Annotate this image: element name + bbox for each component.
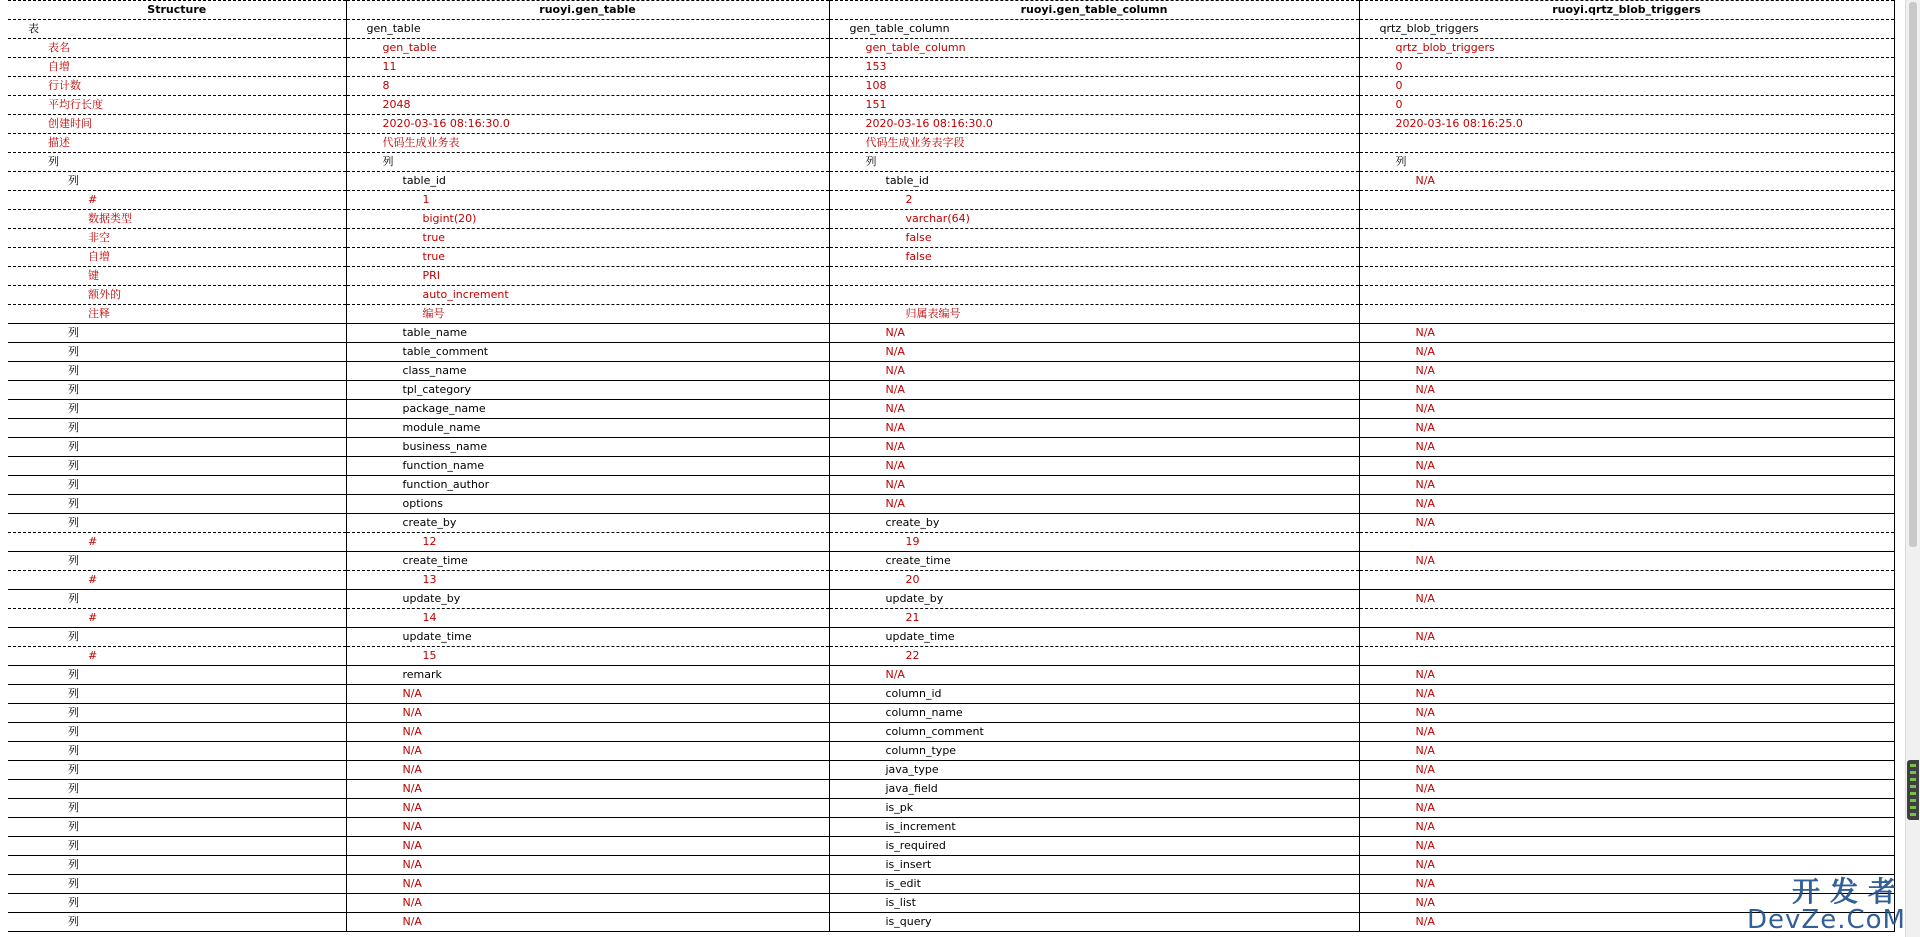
table-row (8, 590, 1894, 609)
table-cell-1: gen_table (346, 39, 829, 58)
table-cell-3: N/A (1359, 685, 1894, 704)
structure-label: 表名 (8, 39, 346, 58)
table-cell-1: options (346, 495, 829, 514)
table-row (8, 533, 1894, 552)
table-cell-2: is_required (829, 837, 1359, 856)
table-cell-2: column_comment (829, 723, 1359, 742)
structure-label: 列 (8, 476, 346, 495)
watermark-main: 开发者 (1791, 875, 1906, 908)
table-cell-1: 8 (346, 77, 829, 96)
table-cell-1: 编号 (346, 305, 829, 324)
table-cell-3: N/A (1359, 324, 1894, 343)
table-row (8, 856, 1894, 875)
structure-label: 列 (8, 837, 346, 856)
table-cell-1: update_by (346, 590, 829, 609)
table-cell-3: 列 (1359, 153, 1894, 172)
table-cell-3 (1359, 647, 1894, 666)
table-cell-2: 21 (829, 609, 1359, 628)
table-cell-3: N/A (1359, 666, 1894, 685)
table-cell-1: N/A (346, 875, 829, 894)
table-row (8, 39, 1894, 58)
structure-label: 列 (8, 419, 346, 438)
table-row (8, 457, 1894, 476)
table-cell-1: N/A (346, 685, 829, 704)
table-row (8, 875, 1894, 894)
table-row (8, 628, 1894, 647)
table-cell-2: gen_table_column (829, 39, 1359, 58)
header-table-3: ruoyi.qrtz_blob_triggers (1359, 1, 1894, 20)
table-cell-3: N/A (1359, 742, 1894, 761)
table-cell-3: N/A (1359, 172, 1894, 191)
structure-label: 列 (8, 799, 346, 818)
table-row (8, 153, 1894, 172)
table-cell-1: true (346, 248, 829, 267)
table-cell-3 (1359, 229, 1894, 248)
table-row (8, 77, 1894, 96)
structure-label: 列 (8, 438, 346, 457)
table-cell-3: N/A (1359, 780, 1894, 799)
structure-label: 列 (8, 742, 346, 761)
table-cell-1: create_time (346, 552, 829, 571)
table-cell-1: class_name (346, 362, 829, 381)
structure-label: 列 (8, 875, 346, 894)
table-cell-3: N/A (1359, 704, 1894, 723)
structure-label: # (8, 571, 346, 590)
table-row (8, 248, 1894, 267)
header-table-1: ruoyi.gen_table (346, 1, 829, 20)
structure-label: 自增 (8, 58, 346, 77)
table-cell-2: 108 (829, 77, 1359, 96)
table-cell-2: is_pk (829, 799, 1359, 818)
table-cell-1: table_id (346, 172, 829, 191)
table-cell-2: column_type (829, 742, 1359, 761)
table-row (8, 362, 1894, 381)
table-cell-1: gen_table (346, 20, 829, 39)
table-row (8, 742, 1894, 761)
table-cell-3: 0 (1359, 96, 1894, 115)
table-cell-3: N/A (1359, 457, 1894, 476)
structure-label: # (8, 609, 346, 628)
table-cell-1: 12 (346, 533, 829, 552)
table-cell-2: column_name (829, 704, 1359, 723)
table-row (8, 343, 1894, 362)
table-cell-2: 20 (829, 571, 1359, 590)
table-cell-1: 2048 (346, 96, 829, 115)
structure-label: 列 (8, 324, 346, 343)
table-row (8, 818, 1894, 837)
table-cell-3: 2020-03-16 08:16:25.0 (1359, 115, 1894, 134)
structure-label: 列 (8, 153, 346, 172)
structure-label: 列 (8, 666, 346, 685)
table-row (8, 96, 1894, 115)
structure-label: 键 (8, 267, 346, 286)
table-cell-2: 2020-03-16 08:16:30.0 (829, 115, 1359, 134)
table-cell-1: true (346, 229, 829, 248)
table-row (8, 799, 1894, 818)
table-cell-3: N/A (1359, 343, 1894, 362)
table-row (8, 894, 1894, 913)
table-row (8, 647, 1894, 666)
table-cell-3: N/A (1359, 590, 1894, 609)
table-cell-3: N/A (1359, 419, 1894, 438)
table-cell-2: 19 (829, 533, 1359, 552)
table-cell-1: N/A (346, 837, 829, 856)
table-cell-2: is_edit (829, 875, 1359, 894)
table-cell-2: N/A (829, 362, 1359, 381)
table-cell-2: create_time (829, 552, 1359, 571)
header-structure: Structure (8, 1, 346, 20)
table-cell-1: 14 (346, 609, 829, 628)
structure-label: 注释 (8, 305, 346, 324)
table-row (8, 552, 1894, 571)
table-cell-1: N/A (346, 894, 829, 913)
structure-label: 列 (8, 400, 346, 419)
table-cell-2 (829, 267, 1359, 286)
table-row (8, 514, 1894, 533)
table-row (8, 134, 1894, 153)
table-cell-3: N/A (1359, 381, 1894, 400)
table-cell-3: N/A (1359, 552, 1894, 571)
table-cell-3: N/A (1359, 818, 1894, 837)
table-cell-1: table_comment (346, 343, 829, 362)
structure-label: 列 (8, 913, 346, 932)
structure-label: 列 (8, 495, 346, 514)
structure-label: 行计数 (8, 77, 346, 96)
table-cell-2: update_time (829, 628, 1359, 647)
table-cell-1: 代码生成业务表 (346, 134, 829, 153)
table-row (8, 761, 1894, 780)
table-cell-2: N/A (829, 381, 1359, 400)
structure-label: 列 (8, 894, 346, 913)
table-cell-3: qrtz_blob_triggers (1359, 39, 1894, 58)
table-cell-1: N/A (346, 723, 829, 742)
structure-label: # (8, 647, 346, 666)
structure-label: 列 (8, 552, 346, 571)
table-cell-2: false (829, 248, 1359, 267)
table-cell-3: 0 (1359, 58, 1894, 77)
table-cell-2: column_id (829, 685, 1359, 704)
table-cell-2: table_id (829, 172, 1359, 191)
table-cell-2: is_list (829, 894, 1359, 913)
table-row (8, 723, 1894, 742)
table-cell-3 (1359, 191, 1894, 210)
scrollbar-thumb[interactable] (1909, 2, 1917, 547)
structure-label: 列 (8, 362, 346, 381)
table-cell-2 (829, 286, 1359, 305)
structure-label: 列 (8, 343, 346, 362)
table-cell-3: N/A (1359, 495, 1894, 514)
structure-label: 列 (8, 761, 346, 780)
table-cell-2: 2 (829, 191, 1359, 210)
structure-label: 列 (8, 628, 346, 647)
structure-label: 列 (8, 685, 346, 704)
table-cell-2: update_by (829, 590, 1359, 609)
table-cell-3: N/A (1359, 761, 1894, 780)
table-cell-2: N/A (829, 476, 1359, 495)
table-cell-3: 0 (1359, 77, 1894, 96)
table-cell-1: N/A (346, 742, 829, 761)
table-cell-2: gen_table_column (829, 20, 1359, 39)
table-row (8, 685, 1894, 704)
table-cell-3: N/A (1359, 837, 1894, 856)
table-cell-3: N/A (1359, 723, 1894, 742)
structure-label: 数据类型 (8, 210, 346, 229)
table-cell-1: business_name (346, 438, 829, 457)
table-cell-3: N/A (1359, 856, 1894, 875)
table-cell-2: false (829, 229, 1359, 248)
structure-label: 列 (8, 704, 346, 723)
table-cell-1: N/A (346, 761, 829, 780)
table-cell-1: function_author (346, 476, 829, 495)
table-cell-3: qrtz_blob_triggers (1359, 20, 1894, 39)
table-row (8, 286, 1894, 305)
table-cell-3: N/A (1359, 799, 1894, 818)
table-row (8, 20, 1894, 39)
table-cell-2: N/A (829, 666, 1359, 685)
table-row (8, 666, 1894, 685)
header-table-2: ruoyi.gen_table_column (829, 1, 1359, 20)
table-row (8, 324, 1894, 343)
table-row (8, 571, 1894, 590)
table-cell-1: 15 (346, 647, 829, 666)
table-cell-2: is_increment (829, 818, 1359, 837)
structure-label: 自增 (8, 248, 346, 267)
table-cell-2: 153 (829, 58, 1359, 77)
table-cell-2: N/A (829, 324, 1359, 343)
table-cell-1: N/A (346, 704, 829, 723)
table-cell-3 (1359, 305, 1894, 324)
table-cell-3: N/A (1359, 362, 1894, 381)
table-cell-2: 列 (829, 153, 1359, 172)
structure-label: 列 (8, 780, 346, 799)
structure-label: 列 (8, 856, 346, 875)
table-cell-3: N/A (1359, 438, 1894, 457)
table-cell-1: N/A (346, 818, 829, 837)
table-cell-1: remark (346, 666, 829, 685)
table-row (8, 381, 1894, 400)
table-cell-3 (1359, 248, 1894, 267)
structure-label: 非空 (8, 229, 346, 248)
table-row (8, 495, 1894, 514)
table-cell-1: 2020-03-16 08:16:30.0 (346, 115, 829, 134)
table-cell-1: 11 (346, 58, 829, 77)
table-cell-2: create_by (829, 514, 1359, 533)
structure-label: 表 (8, 20, 346, 39)
table-cell-3 (1359, 267, 1894, 286)
table-row (8, 476, 1894, 495)
structure-label: 列 (8, 172, 346, 191)
table-cell-2: N/A (829, 419, 1359, 438)
table-cell-1: N/A (346, 913, 829, 932)
table-row (8, 780, 1894, 799)
watermark-sub: DevZe.CoM (1747, 905, 1906, 935)
structure-label: 列 (8, 514, 346, 533)
table-cell-2: 归属表编号 (829, 305, 1359, 324)
table-cell-1: function_name (346, 457, 829, 476)
table-row (8, 267, 1894, 286)
table-cell-1: 列 (346, 153, 829, 172)
table-cell-3: N/A (1359, 514, 1894, 533)
table-cell-3 (1359, 571, 1894, 590)
table-row (8, 172, 1894, 191)
table-cell-1: 1 (346, 191, 829, 210)
table-cell-1: N/A (346, 799, 829, 818)
structure-label: 平均行长度 (8, 96, 346, 115)
table-row (8, 305, 1894, 324)
table-row (8, 438, 1894, 457)
table-cell-2: is_query (829, 913, 1359, 932)
table-cell-3: N/A (1359, 894, 1894, 913)
table-row (8, 419, 1894, 438)
structure-label: 额外的 (8, 286, 346, 305)
table-cell-1: N/A (346, 856, 829, 875)
table-cell-2: N/A (829, 438, 1359, 457)
structure-label: 列 (8, 381, 346, 400)
table-cell-2: 代码生成业务表字段 (829, 134, 1359, 153)
table-row (8, 115, 1894, 134)
structure-label: # (8, 191, 346, 210)
table-row (8, 704, 1894, 723)
structure-label: 创建时间 (8, 115, 346, 134)
structure-label: # (8, 533, 346, 552)
table-cell-3 (1359, 286, 1894, 305)
structure-label: 列 (8, 457, 346, 476)
table-cell-1: module_name (346, 419, 829, 438)
table-cell-2: N/A (829, 457, 1359, 476)
structure-label: 描述 (8, 134, 346, 153)
table-cell-1: 13 (346, 571, 829, 590)
table-cell-3 (1359, 210, 1894, 229)
table-cell-2: N/A (829, 400, 1359, 419)
table-cell-3: N/A (1359, 913, 1894, 932)
header-row (8, 1, 1894, 20)
table-row (8, 913, 1894, 932)
vertical-scrollbar[interactable] (1905, 0, 1920, 937)
table-cell-1: PRI (346, 267, 829, 286)
table-cell-2: java_field (829, 780, 1359, 799)
table-cell-1: auto_increment (346, 286, 829, 305)
table-row (8, 191, 1894, 210)
table-cell-2: varchar(64) (829, 210, 1359, 229)
table-row (8, 609, 1894, 628)
table-cell-3 (1359, 533, 1894, 552)
table-cell-3: N/A (1359, 400, 1894, 419)
structure-label: 列 (8, 723, 346, 742)
structure-label: 列 (8, 818, 346, 837)
table-cell-2: 151 (829, 96, 1359, 115)
table-cell-1: package_name (346, 400, 829, 419)
table-cell-3: N/A (1359, 628, 1894, 647)
table-row (8, 210, 1894, 229)
table-cell-1: N/A (346, 780, 829, 799)
side-widget-icon[interactable] (1907, 760, 1919, 820)
table-cell-1: table_name (346, 324, 829, 343)
table-cell-2: N/A (829, 495, 1359, 514)
table-row (8, 837, 1894, 856)
table-cell-3 (1359, 134, 1894, 153)
table-row (8, 229, 1894, 248)
table-cell-1: create_by (346, 514, 829, 533)
table-cell-2: 22 (829, 647, 1359, 666)
table-cell-1: tpl_category (346, 381, 829, 400)
table-cell-2: java_type (829, 761, 1359, 780)
comparison-body (8, 20, 1894, 932)
structure-label: 列 (8, 590, 346, 609)
table-cell-1: bigint(20) (346, 210, 829, 229)
table-cell-2: is_insert (829, 856, 1359, 875)
table-row (8, 400, 1894, 419)
table-cell-3: N/A (1359, 476, 1894, 495)
table-cell-3: N/A (1359, 875, 1894, 894)
table-cell-1: update_time (346, 628, 829, 647)
structure-comparison-table (8, 0, 1895, 932)
table-cell-3 (1359, 609, 1894, 628)
table-cell-2: N/A (829, 343, 1359, 362)
table-row (8, 58, 1894, 77)
